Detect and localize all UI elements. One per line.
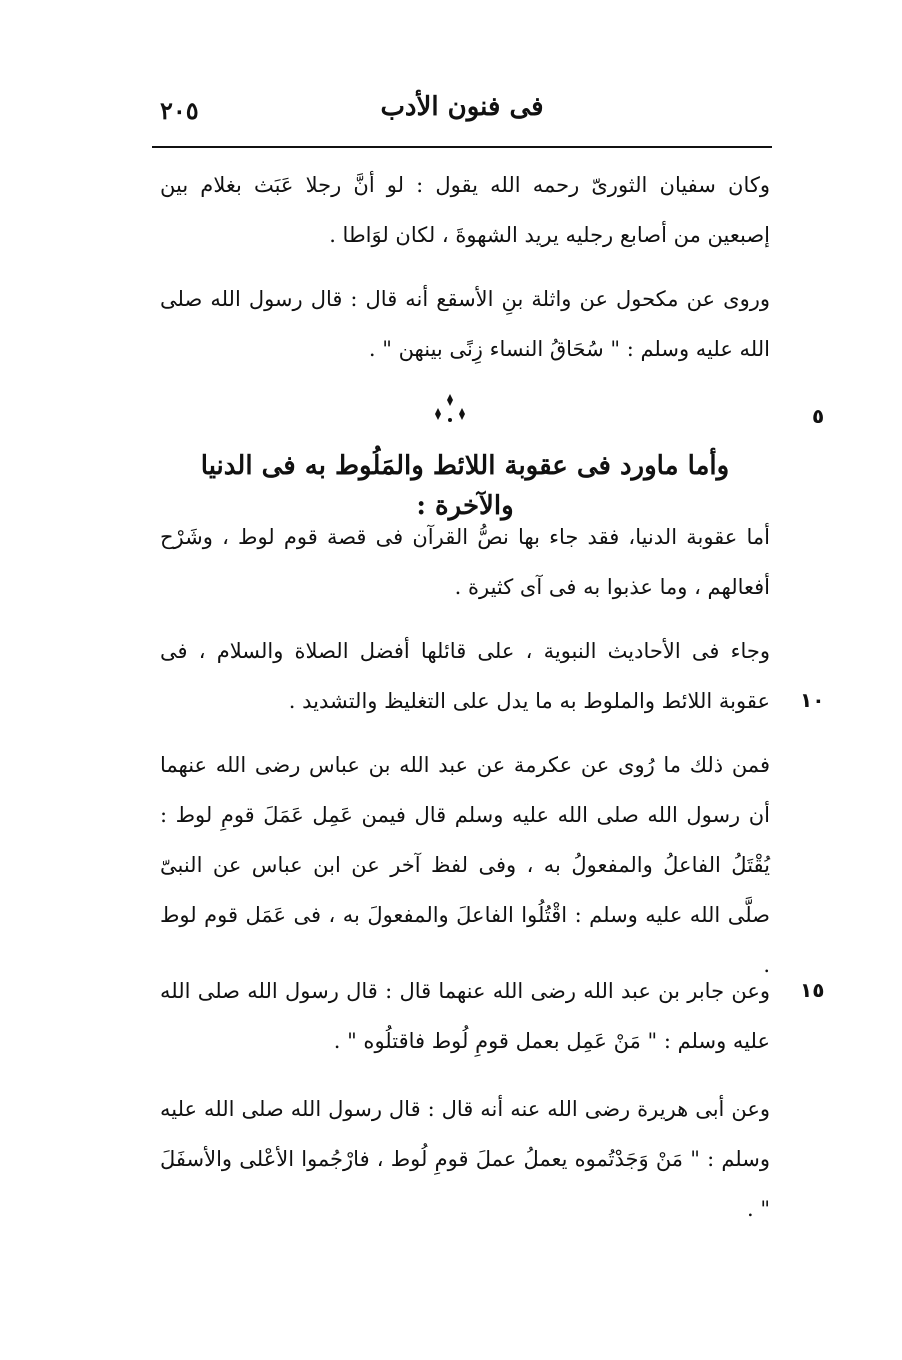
paragraph-hadiths: وجاء فى الأحاديث النبوية ، على قائلها أفضل الصلاة والسلام ، فى عقوبة اللائط والملوط به ما يدل على التغليظ والتشديد . [160, 639, 770, 713]
paragraph-abu-hurayra: وعن أبى هريرة رضى الله عنه أنه قال : قال رسول الله صلى الله عليه وسلم : " مَنْ وَجَدْتُموه يعملُ عملَ قومِ لُوط ، فارْجُموا الأعْلى والأسفَلَ " . [160, 1097, 770, 1221]
page-header [152, 88, 772, 144]
paragraph-makhul: وروى عن مكحول عن واثلة بنِ الأسقع أنه قال : قال رسول الله صلى الله عليه وسلم : " سُحَاقُ النساء زِنًى بينهن " . [160, 287, 770, 361]
header-rule [152, 146, 772, 148]
paragraph-sufyan: وكان سفيان الثورىّ رحمه الله يقول : لو أنَّ رجلا عَبَث بغلام بين إصبعين من أصابع رجليه يريد الشهوةَ ، لكان لوَاطا . [160, 173, 770, 247]
margin-number-5: ٥ [812, 404, 825, 428]
margin-number-15: ١٥ [800, 978, 825, 1002]
section-heading: وأما ماورد فى عقوبة اللائط والمَلُوط به فى الدنيا والآخرة : [200, 451, 730, 521]
ornament-divider [420, 392, 480, 426]
paragraph-worldly-punishment: أما عقوبة الدنيا، فقد جاء بها نصُّ القرآن فى قصة قوم لوط ، وشَرْح أفعالهم ، وما عذبوا به فى آى كثيرة . [160, 525, 770, 599]
margin-number-10: ١٠ [800, 688, 825, 712]
paragraph-jabir: وعن جابر بن عبد الله رضى الله عنهما قال : قال رسول الله صلى الله عليه وسلم : " مَنْ عَمِل بعمل قومِ لُوط فاقتلُوه " . [160, 979, 770, 1053]
running-title: فى فنون الأدب [380, 92, 544, 122]
page-number: ٢٠٥ [160, 96, 199, 125]
paragraph-ikrima: فمن ذلك ما رُوى عن عكرمة عن عبد الله بن عباس رضى الله عنهما أن رسول الله صلى الله عليه وسلم قال فيمن عَمِل عَمَلَ قومِ لوط : يُقْتَلُ الفاعلُ والمفعولُ به ، وفى لفظ آخر عن ابن عباس عن النبىّ صلَّى الله عليه وسلم : اقْتُلُوا الفاعلَ والمفعولَ به ، فى عَمَل قوم لوط . [160, 753, 770, 977]
